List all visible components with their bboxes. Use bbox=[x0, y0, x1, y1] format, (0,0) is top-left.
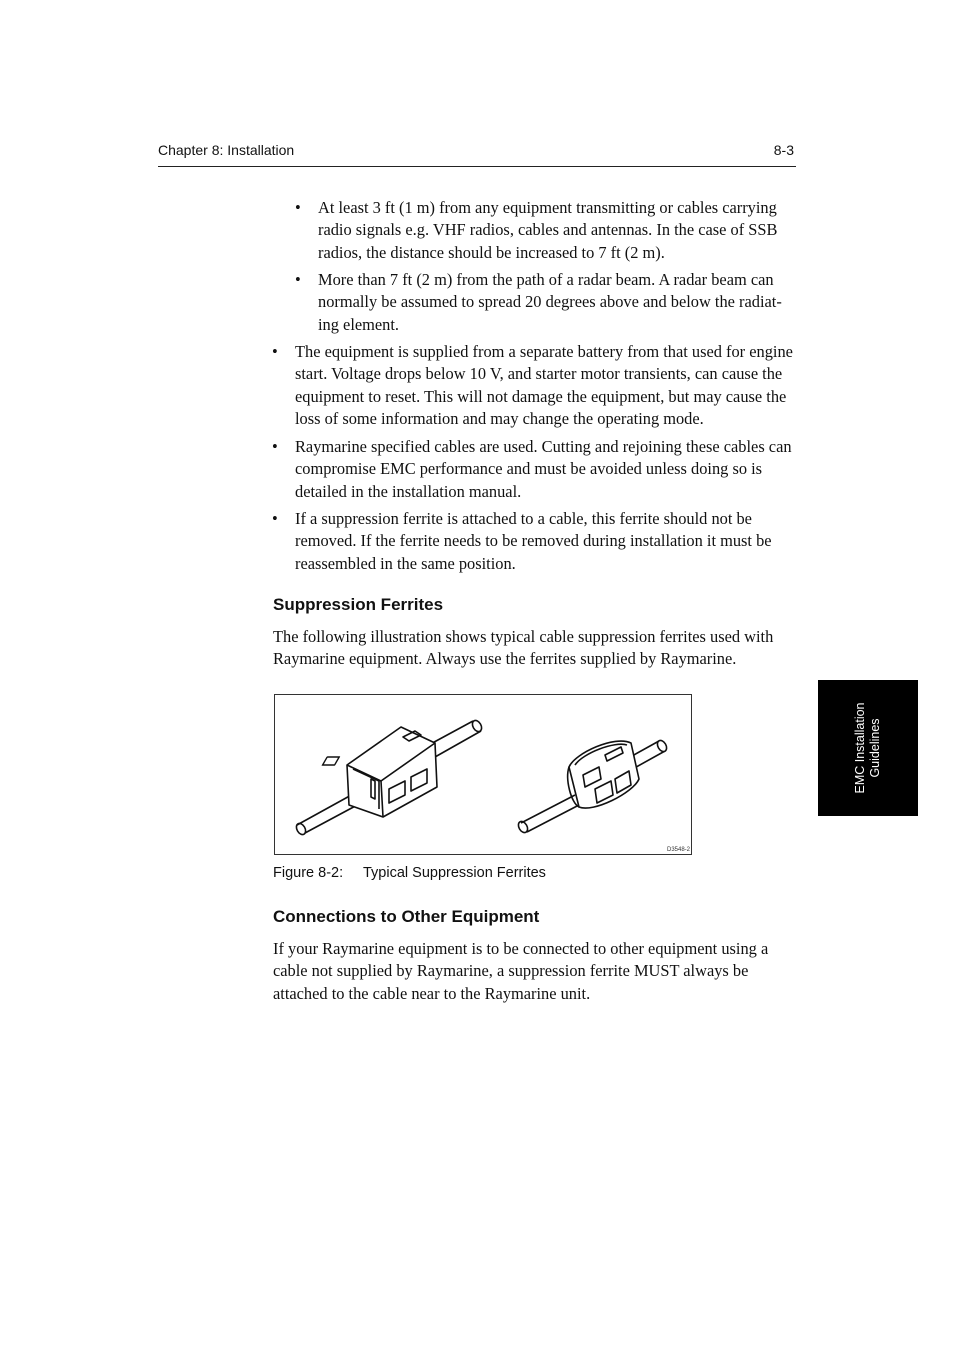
bullet-item bbox=[272, 436, 796, 503]
section-heading-suppression-ferrites: Suppression Ferrites bbox=[273, 595, 444, 614]
section-heading-connections: Connections to Other Equipment bbox=[273, 907, 540, 926]
bullet-marker: • bbox=[295, 198, 301, 217]
bullet-item bbox=[272, 508, 796, 575]
bullet-marker: • bbox=[272, 342, 278, 361]
left-ferrite bbox=[295, 719, 484, 836]
bullet-text: At least 3 ft (1 m) from any equipment transmitting or cables carrying radio signals e.g. VHF radios, cables and antennas. In the case of SSB radios, the distance should be increased to 7 ft (2 m). bbox=[318, 198, 778, 262]
page-number: 8-3 bbox=[773, 142, 794, 158]
bullet-marker: • bbox=[272, 509, 278, 528]
bullet-item bbox=[272, 341, 796, 431]
bullet-item bbox=[295, 197, 796, 264]
bullet-marker: • bbox=[295, 270, 301, 289]
right-ferrite bbox=[517, 739, 669, 834]
running-header bbox=[158, 141, 796, 167]
ferrite-illustration bbox=[274, 694, 692, 855]
chapter-side-tab bbox=[818, 680, 918, 816]
section-paragraph: If your Raymarine equipment is to be connected to other equipment using a cable not supplied by Raymarine, a suppression ferrite MUST always be attached to the cable near to the Raymarine unit. bbox=[273, 939, 769, 1003]
figure-caption bbox=[273, 865, 546, 881]
bullet-item bbox=[295, 269, 796, 336]
side-tab-line-1: EMC Installation bbox=[853, 702, 867, 794]
figure-title: Typical Suppression Ferrites bbox=[363, 865, 546, 881]
bullet-text: Raymarine specified cables are used. Cutting and rejoining these cables can compromise EMC performance and must be avoided unless doing so is detailed in the installation manual. bbox=[295, 437, 792, 501]
side-tab-line-2: Guidelines bbox=[868, 718, 882, 778]
side-tab-label bbox=[853, 702, 883, 793]
figure-code: D3548-2 bbox=[666, 847, 690, 853]
chapter-title: Chapter 8: Installation bbox=[158, 142, 295, 158]
ferrite-drawing bbox=[275, 695, 691, 854]
bullet-marker: • bbox=[272, 437, 278, 456]
bullet-text: The equipment is supplied from a separate battery from that used for engine start. Voltage drops below 10 V, and starter motor transients, can cause the equipment to reset. This will not damage the equipment, but may cause the loss of some information and may change the operating mode. bbox=[295, 342, 793, 429]
section-paragraph: The following illustration shows typical cable suppression ferrites used with Raymarine equipment. Always use the ferrites supplied by Raymarine. bbox=[273, 627, 774, 669]
figure-label: Figure 8-2: bbox=[273, 865, 344, 881]
bullet-text: If a suppression ferrite is attached to a cable, this ferrite should not be removed. If the ferrite needs to be removed during installation it must be reassembled in the same position. bbox=[295, 509, 772, 573]
bullet-text: More than 7 ft (2 m) from the path of a radar beam. A radar beam can normally be assumed to spread 20 degrees above and below the radiat-ing element. bbox=[318, 270, 782, 334]
